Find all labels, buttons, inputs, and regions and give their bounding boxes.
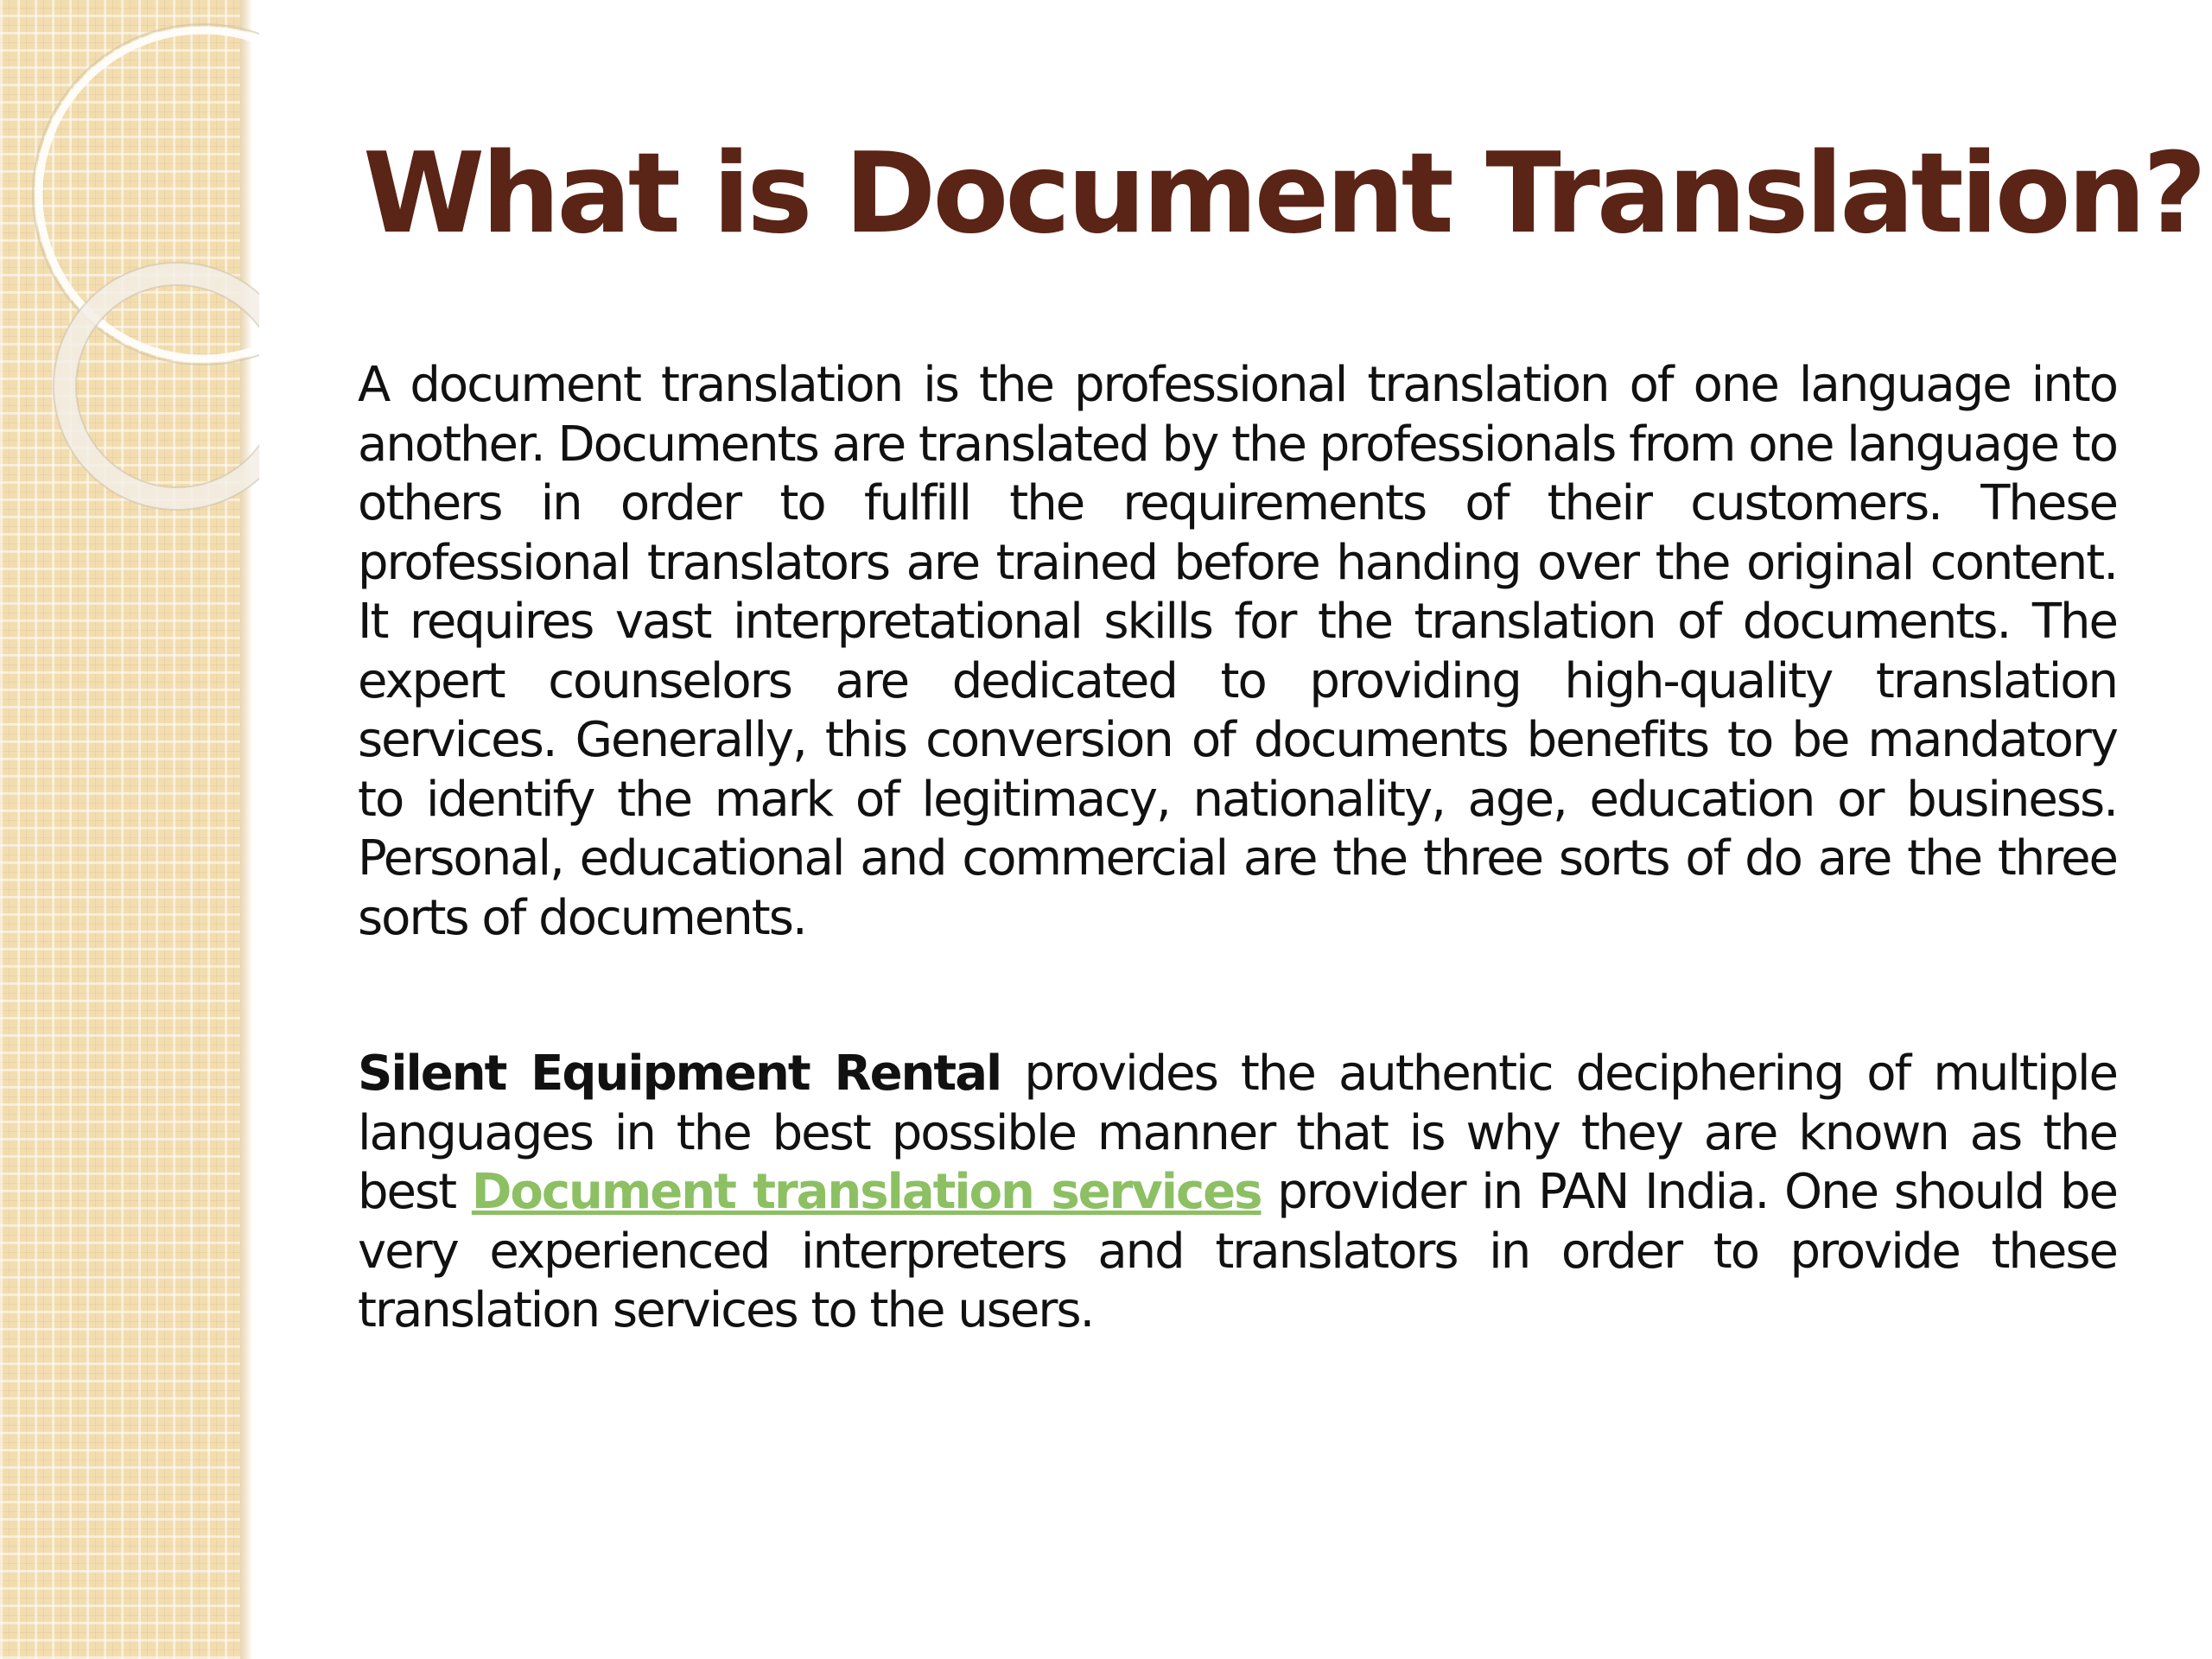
paragraph-text-before-link: provides the authentic deciphering of multiple languages in the best possible manner that is why they are known as the best xyxy=(358,1046,2117,1220)
slide-body xyxy=(358,356,2117,1341)
brand-name: Silent Equipment Rental xyxy=(358,1046,1001,1102)
paragraph-text-after-link: provider in PAN India. One should be very experienced interpreters and translators in order to provide these translation services to the users. xyxy=(358,1164,2118,1338)
small-ring-icon xyxy=(65,274,259,499)
paragraph-definition: A document translation is the professional translation of one language into another. Documents are translated by the professionals from one language to others in order to fulfill the requirements of their customers. These professional translators are trained before handing over the original content. It requires vast interpretational skills for the translation of documents. The expert counselors are dedicated to providing high-quality translation services. Generally, this conversion of documents benefits to be mandatory to identify the mark of legitimacy, nationality, age, education or business. Personal, educational and commercial are the three sorts of do are the three sorts of documents. xyxy=(358,357,2117,946)
document-translation-services-link[interactable]: Document translation services xyxy=(471,1164,1262,1220)
decorative-rings xyxy=(0,0,259,553)
large-ring-icon xyxy=(39,30,259,359)
slide-title: What is Document Translation? xyxy=(363,130,2203,258)
paragraph-provider xyxy=(358,1045,2117,1341)
